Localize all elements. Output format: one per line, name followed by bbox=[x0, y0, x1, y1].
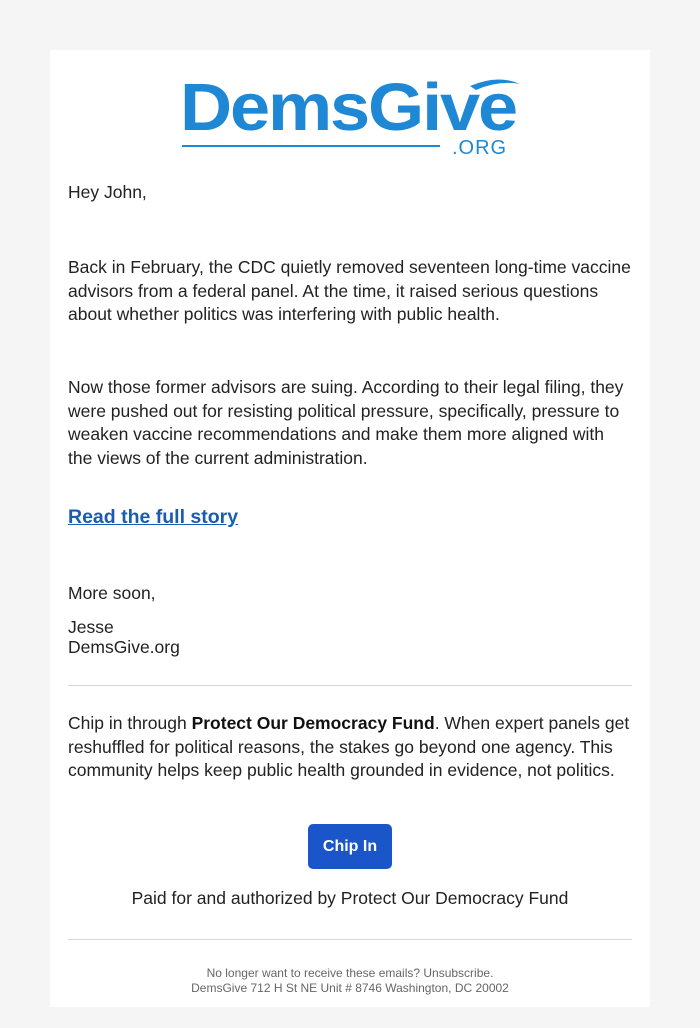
appeal-prefix: Chip in through bbox=[68, 713, 192, 733]
fund-name: Protect Our Democracy Fund bbox=[191, 713, 435, 733]
signature bbox=[68, 617, 632, 657]
footer bbox=[50, 966, 650, 996]
body-paragraph-2: Now those former advisors are suing. According to their legal filing, they were pushed out for resisting political pressure, specifically, pressure to weaken vaccine recommendations and make them more aligned with the views of the current administration. bbox=[68, 377, 624, 468]
chip-in-button[interactable]: Chip In bbox=[308, 824, 392, 869]
mailing-address: DemsGive 712 H St NE Unit # 8746 Washington, DC 20002 bbox=[191, 981, 509, 995]
signoff: More soon, bbox=[68, 583, 156, 603]
logo-underline bbox=[182, 145, 440, 147]
signature-name: Jesse bbox=[68, 617, 114, 637]
signature-org: DemsGive.org bbox=[68, 637, 180, 657]
unsubscribe-text[interactable]: No longer want to receive these emails? Unsubscribe. bbox=[206, 966, 494, 980]
email-card bbox=[50, 50, 650, 1007]
logo-subtext: .ORG bbox=[452, 137, 508, 156]
demsgive-logo bbox=[180, 72, 520, 156]
paid-for-disclaimer: Paid for and authorized by Protect Our Democracy Fund bbox=[131, 888, 569, 908]
greeting: Hey John, bbox=[68, 182, 147, 202]
appeal-suffix: . When expert panels get reshuffled for political reasons, the stakes go beyond one agency. This community helps keep public health grounded in evidence, not politics. bbox=[68, 713, 630, 780]
divider bbox=[68, 685, 632, 686]
body-paragraph-1: Back in February, the CDC quietly removed seventeen long-time vaccine advisors from a federal panel. At the time, it raised serious questions about whether politics was interfering with public health. bbox=[68, 257, 631, 324]
appeal-paragraph bbox=[68, 712, 632, 783]
read-full-story-link[interactable]: Read the full story bbox=[68, 506, 239, 528]
footer-divider bbox=[68, 939, 632, 940]
logo-wordmark: DemsGive bbox=[180, 72, 516, 145]
